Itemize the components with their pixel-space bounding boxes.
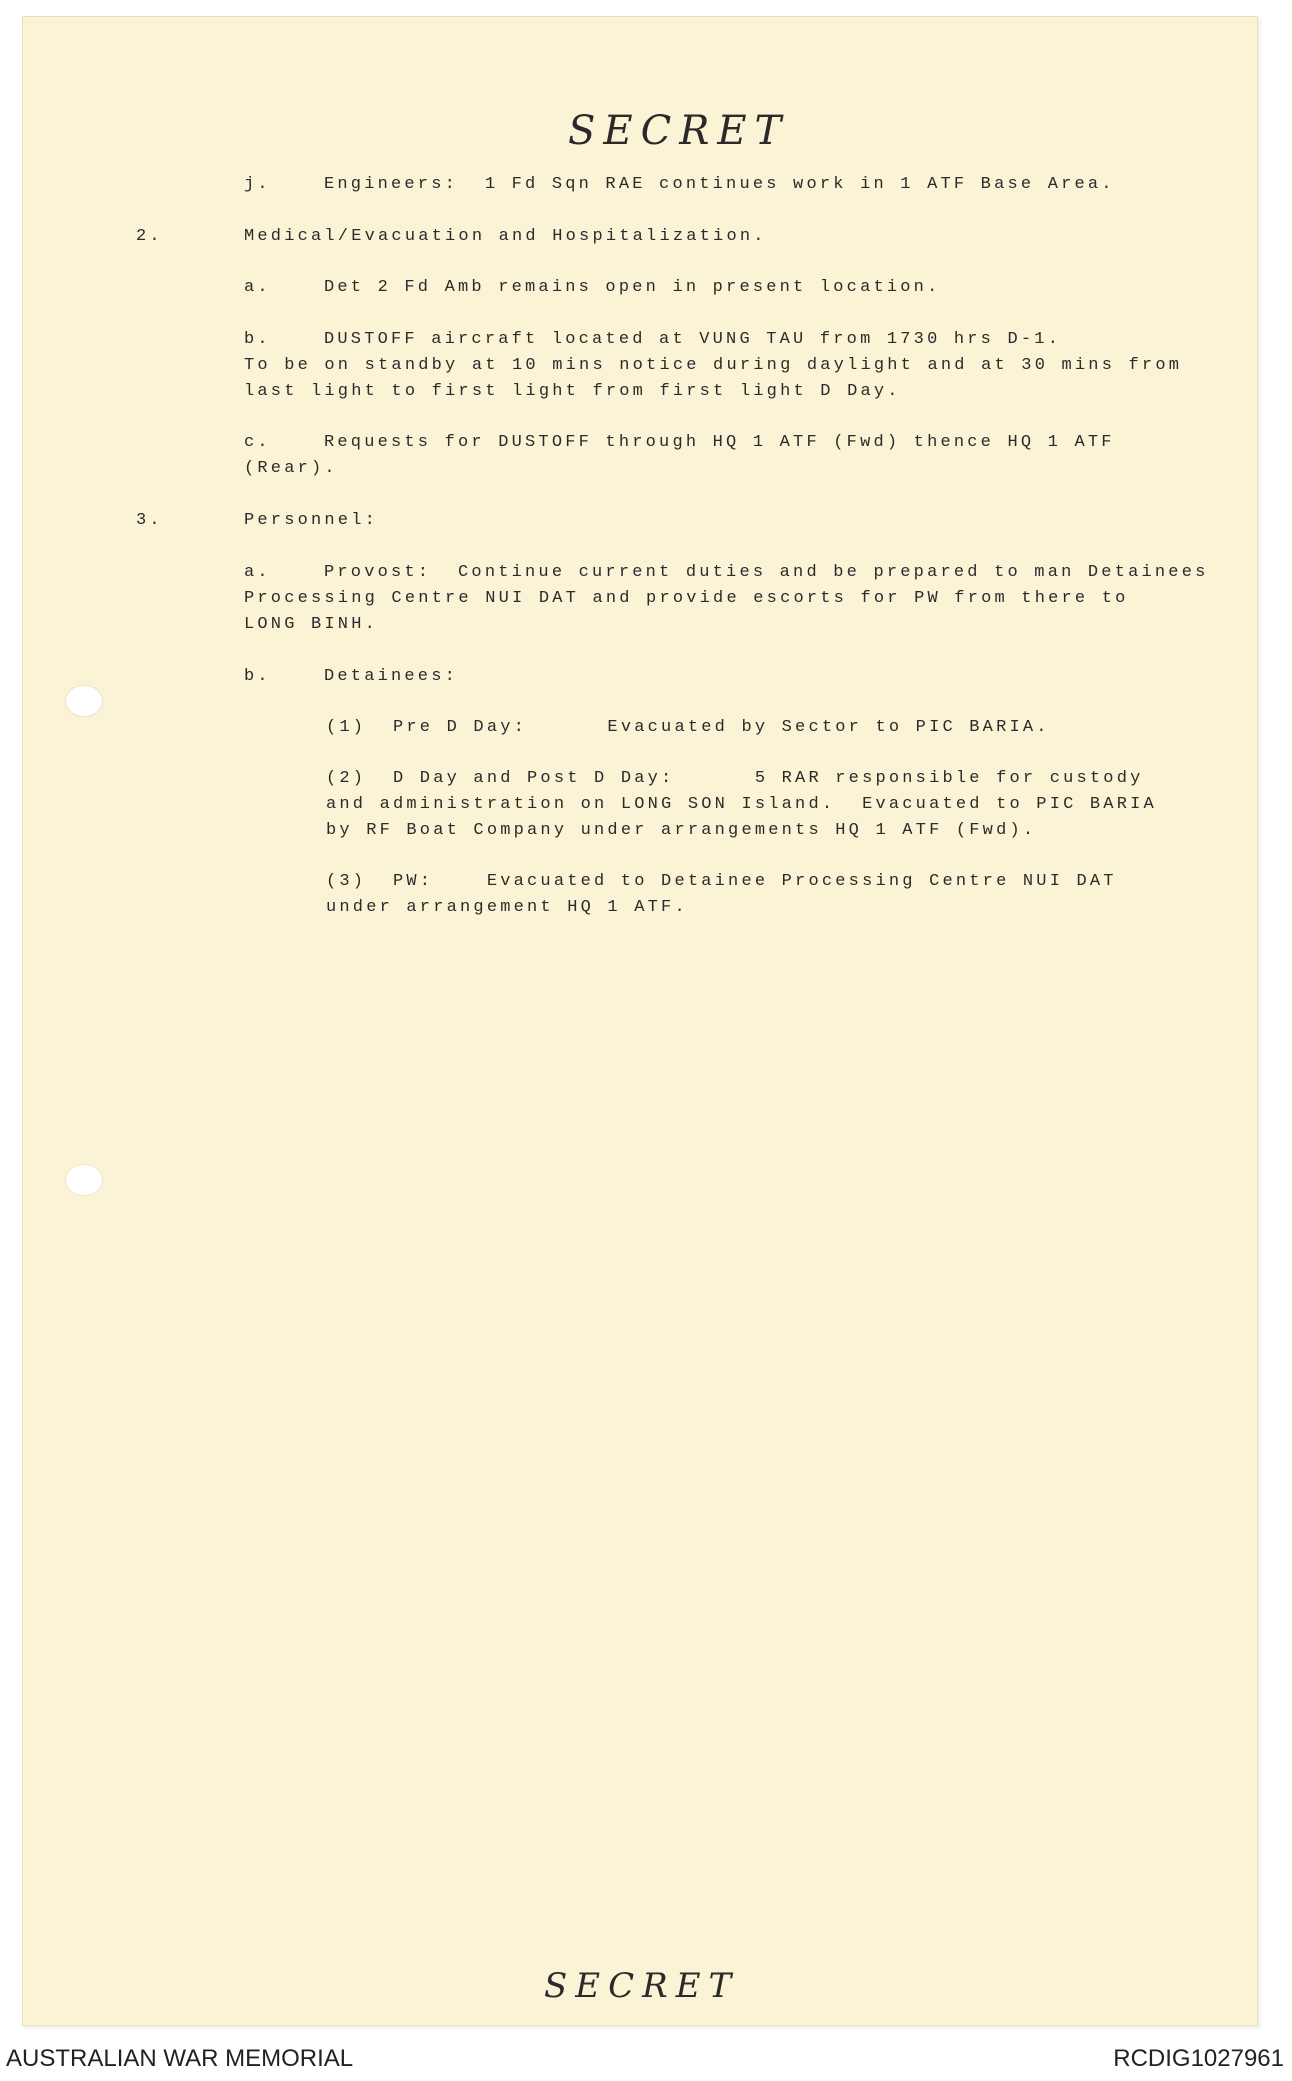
item-2a-label: a. xyxy=(244,278,271,297)
item-2b-label: b. xyxy=(244,330,271,349)
punch-hole-top xyxy=(66,686,102,716)
header-secret-mark: SECRET xyxy=(568,108,790,154)
item-2b-text: DUSTOFF aircraft located at VUNG TAU from 1730 hrs D-1. xyxy=(324,330,1062,349)
detainees-item-1: (1) Pre D Day: Evacuated by Sector to PIC BARIA. xyxy=(326,718,1050,737)
item-3a-line2: Processing Centre NUI DAT and provide escorts for PW from there to xyxy=(244,589,1129,608)
document-page xyxy=(22,16,1258,2026)
item-3a-line3: LONG BINH. xyxy=(244,615,379,634)
detainees-item-3-line2: under arrangement HQ 1 ATF. xyxy=(326,898,688,917)
item-2c-text: Requests for DUSTOFF through HQ 1 ATF (Fwd) thence HQ 1 ATF xyxy=(324,433,1115,452)
item-3a-label: a. xyxy=(244,563,271,582)
archive-institution: AUSTRALIAN WAR MEMORIAL xyxy=(6,2045,354,2072)
detainees-item-3: (3) PW: Evacuated to Detainee Processing Centre NUI DAT xyxy=(326,872,1117,891)
item-j-text: Engineers: 1 Fd Sqn RAE continues work in 1 ATF Base Area. xyxy=(324,175,1115,194)
archive-id: RCDIG1027961 xyxy=(1113,2045,1284,2072)
footer-secret-mark: SECRET xyxy=(544,1966,740,2006)
item-2a-text: Det 2 Fd Amb remains open in present location. xyxy=(324,278,941,297)
item-2b-line3: last light to first light from first light D Day. xyxy=(244,382,901,401)
item-3a-text: Provost: Continue current duties and be prepared to man Detainees xyxy=(324,563,1209,582)
section-3-heading: Personnel: xyxy=(244,511,379,530)
item-2b-line2: To be on standby at 10 mins notice during daylight and at 30 mins from xyxy=(244,356,1183,375)
detainees-item-2: (2) D Day and Post D Day: 5 RAR responsible for custody xyxy=(326,769,1144,788)
detainees-item-2-line2: and administration on LONG SON Island. Evacuated to PIC BARIA xyxy=(326,795,1157,814)
section-2-number: 2. xyxy=(136,227,163,246)
item-3b-label: b. xyxy=(244,667,271,686)
item-2c-label: c. xyxy=(244,433,271,452)
section-3-number: 3. xyxy=(136,511,163,530)
section-2-heading: Medical/Evacuation and Hospitalization. xyxy=(244,227,767,246)
detainees-item-2-line3: by RF Boat Company under arrangements HQ 1 ATF (Fwd). xyxy=(326,821,1037,840)
item-3b-text: Detainees: xyxy=(324,667,459,686)
punch-hole-bottom xyxy=(66,1165,102,1195)
item-j-label: j. xyxy=(244,175,271,194)
item-2c-line2: (Rear). xyxy=(244,459,338,478)
